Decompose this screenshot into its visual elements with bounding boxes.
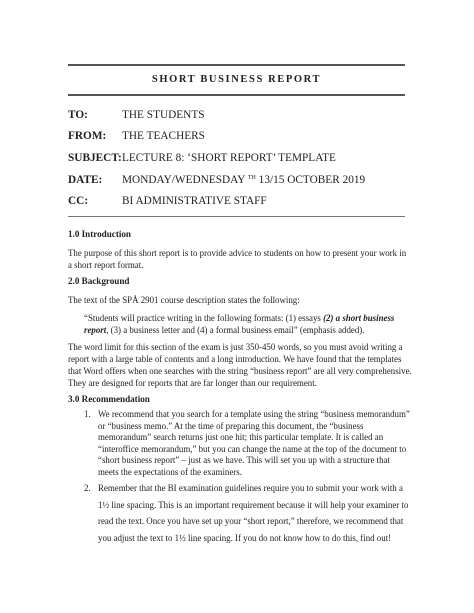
intro-heading: 1.0 Introduction — [68, 229, 131, 239]
background-heading: 2.0 Background — [68, 276, 130, 286]
background-paragraph: The text of the SPÅ 2901 course description states the following: — [68, 295, 300, 305]
subject-value: LECTURE 8: ‘SHORT REPORT’ TEMPLATE — [122, 152, 336, 164]
subject-label: SUBJECT: — [68, 152, 122, 164]
date-label: DATE: — [68, 174, 103, 186]
list-text: Remember that the BI examination guidelines require you to submit your work with a 1½ line spacing. This is an important requirement because it will help your examiner to read the text. Once you have set up your “short report,” therefore, we recommend that you adjust the text to 1½ line spacing. If you do not know how to do this, find out! — [98, 483, 409, 543]
cc-label: CC: — [68, 195, 89, 207]
title-rule — [68, 94, 405, 96]
recommendation-heading: 3.0 Recommendation — [68, 394, 150, 404]
intro-paragraph: The purpose of this short report is to provide advice to students on how to present your work in a short report format. — [68, 248, 407, 270]
course-quote: “Students will practice writing in the following formats: (1) essays (2) a short business report, (3) a business letter and (4) a formal business email” (emphasis added). — [84, 313, 395, 335]
date-value: MONDAY/WEDNESDAY $^{TH}$ 13/15 OCTOBER 2019 — [122, 174, 366, 186]
quote-emphasis: (2) a short business report — [84, 313, 395, 335]
word-limit-paragraph: The word limit for this section of the exam is just 350-450 words, so you must avoid writing a report with a large table of contents and a long introduction. We have found that the templates that Word offers when one searches with the string “business report” are all very comprehensive. They are designed for reports that are far longer than our requirement. — [68, 342, 412, 388]
report-title: SHORT BUSINESS REPORT — [151, 74, 322, 85]
to-value: THE STUDENTS — [122, 109, 205, 121]
date-superscript: TH — [247, 175, 256, 181]
top-rule — [68, 64, 405, 66]
from-value: THE TEACHERS — [122, 130, 205, 142]
to-label: TO: — [68, 109, 88, 121]
list-number: 2. — [84, 483, 91, 493]
list-number: 1. — [84, 409, 91, 419]
list-text: We recommend that you search for a template using the string “business memorandum” or “business memo.” At the time of preparing this document, the “business memorandum” search returns just one hit; this particular template. It is called an “interoffice memorandum,” but you can change the name at the top of the document to “short business report” – just as we have. This will set you up with a structure that meets the expectations of the examiners. — [98, 409, 410, 477]
header-divider — [68, 216, 405, 217]
from-label: FROM: — [68, 130, 107, 142]
cc-value: BI ADMINISTRATIVE STAFF — [122, 195, 267, 207]
